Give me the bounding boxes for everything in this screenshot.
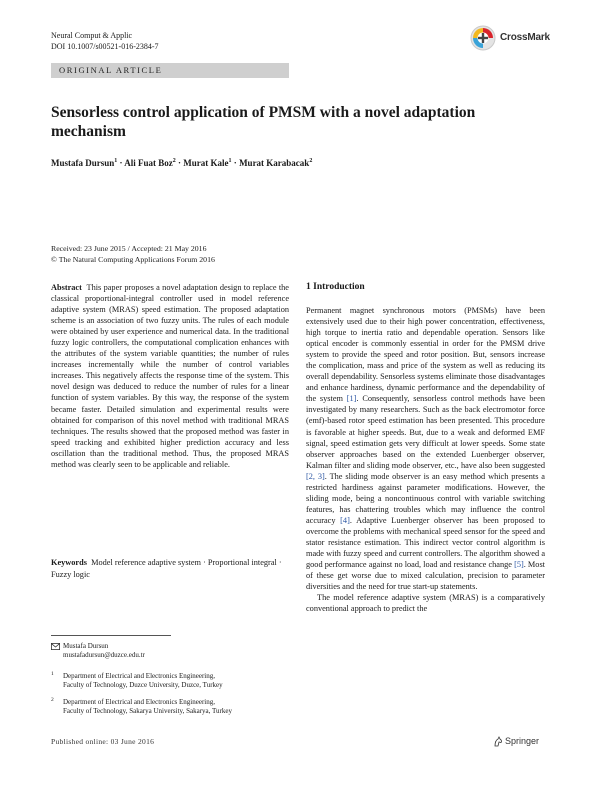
- copyright: © The Natural Computing Applications Forum 2016: [51, 254, 215, 264]
- intro-text: . Most of these get worse due to mixed calculation, precision to parameter diversities and the need for true start-up statements.: [306, 560, 545, 592]
- crossmark-icon: [470, 25, 496, 51]
- author-name[interactable]: Mustafa Dursun: [51, 158, 115, 168]
- section-heading-introduction: 1 Introduction: [306, 282, 365, 292]
- author-name[interactable]: Murat Karabacak: [239, 158, 310, 168]
- publisher-logo: [505, 736, 539, 746]
- citation-link[interactable]: [5]: [514, 560, 524, 570]
- footnote-divider: [51, 635, 171, 636]
- affiliation-number: 2: [51, 697, 54, 703]
- doi[interactable]: DOI 10.1007/s00521-016-2384-7: [51, 42, 159, 51]
- affiliation-line: Department of Electrical and Electronics Engineering,: [63, 672, 215, 680]
- citation-link[interactable]: [2, 3]: [306, 471, 325, 481]
- abstract-label: Abstract: [51, 283, 82, 292]
- affiliation-line: Department of Electrical and Electronics Engineering,: [63, 698, 215, 706]
- abstract: [51, 282, 289, 470]
- affiliation-1: [51, 672, 289, 691]
- crossmark-badge[interactable]: [470, 25, 550, 51]
- intro-text: Permanent magnet synchronous motors (PMSMs) have been extensively used due to their high power concentration, effectiveness, high torque to inertia ratio and dependable operation. Sensors like optical encoder is commonly essential in order for the PMSM drive system to provide the speed and rotor position. But, sensors increase the complication, mass and price of the system as well as reducing its overall dependability. Sensorless systems eliminate those disadvantages and enhance hardiness, dynamic performance and the dependability of the system: [306, 306, 545, 404]
- received-accepted: Received: 23 June 2015 / Accepted: 21 May 2016: [51, 244, 207, 253]
- affiliation-2: [51, 698, 289, 717]
- affiliation-number: 1: [51, 671, 54, 677]
- envelope-icon: [51, 643, 60, 650]
- contact-email[interactable]: mustafadursun@duzce.edu.tr: [63, 651, 145, 660]
- intro-text: . Adaptive Luenberger observer has been proposed to overcome the problems with mechanical speed sensor for the speed and stator resistance estimation. This indirect vector control algorithm is made with fuzzy speed and current controllers. The algorithm showed a good performance against no load, load and resistance change: [306, 515, 545, 570]
- contact-footnote: [51, 642, 289, 716]
- author-affiliation: 2: [309, 158, 313, 164]
- intro-paragraph: The model reference adaptive system (MRAS) is a comparatively conventional approach to predict the: [306, 593, 545, 614]
- contact-name: Mustafa Dursun: [63, 642, 109, 650]
- keywords-label: Keywords: [51, 558, 87, 567]
- author-name[interactable]: Murat Kale: [183, 158, 229, 168]
- abstract-text: This paper proposes a novel adaptation design to replace the classical proportional-integral controller used in model reference adaptive system (MRAS) speed estimation. The proposed adaptation scheme is an association of two fuzzy units. The rules of each module were obtained by user experience and numerical data. In the traditional fuzzy logic controllers, the computational complication enhances with the attributes of the system variable quantities; the number of rules increases incrementally while the number of control variables increases. This negatively affects the response time of the system. This novel design was deduced to reduce the number of rules for a linear function of system variables. By this way, the response of the system became faster. Detailed simulation and experimental results were obtained for comparison of this novel method with traditional MRAS techniques. The results showed that the proposed method was faster in speed tracking and exhibited higher prediction accuracy and less oscillation than the traditional method. Thus, the proposed MRAS method was clearly seen to be applicable and reliable.: [51, 283, 289, 469]
- crossmark-label: CrossMark: [500, 32, 550, 43]
- citation-link[interactable]: [1]: [346, 394, 357, 404]
- introduction-body: [306, 305, 545, 614]
- author-affiliation: 2: [172, 158, 176, 164]
- springer-horse-icon: [493, 736, 503, 747]
- affiliation-line: Faculty of Technology, Duzce University, Duzce, Turkey: [63, 681, 223, 690]
- author-name[interactable]: Ali Fuat Boz: [124, 158, 173, 168]
- intro-text: . The sliding mode observer is an easy method which presents a restricted hardiness against parameter modifications. However, the sliding mode, being a noncontinuous control with variable switching features, has chattering troubles which may influence the control accuracy: [306, 471, 545, 525]
- author-affiliation: 1: [114, 158, 118, 164]
- article-type-banner: [51, 63, 289, 78]
- author-affiliation: 1: [228, 158, 232, 164]
- affiliation-line: Faculty of Technology, Sakarya University, Sakarya, Turkey: [63, 707, 232, 716]
- citation-link[interactable]: [4]: [340, 515, 350, 525]
- article-type: ORIGINAL ARTICLE: [59, 65, 163, 75]
- keywords: [51, 557, 289, 580]
- journal-name: Neural Comput & Applic: [51, 31, 133, 40]
- journal-header: [51, 30, 159, 52]
- article-dates: [51, 244, 215, 265]
- published-online: Published online: 03 June 2016: [51, 737, 155, 746]
- intro-paragraph: [306, 305, 545, 592]
- paper-title: Sensorless control application of PMSM with a novel adaptation mechanism: [51, 104, 476, 140]
- keywords-text: Model reference adaptive system · Proportional integral · Fuzzy logic: [51, 558, 282, 579]
- intro-text: . Consequently, sensorless control methods have been investigated by many researchers. Such as the back electromotor force (emf)-based rotor speed estimation has been presented. This procedure is favorable at higher speeds. But, due to a weak and deformed EMF signal, speed estimation gets very difficult at lower speeds. Some state observer approaches based on the extended Luenberger observer, Kalman filter and sliding mode observer, etc., have also been suggested: [306, 394, 545, 470]
- publisher-name: Springer: [505, 736, 540, 746]
- author-list: Mustafa Dursun$^1$ · Ali Fuat Boz$^2$ · Murat Kale$^1$ · Murat Karabacak$^2$: [51, 158, 313, 168]
